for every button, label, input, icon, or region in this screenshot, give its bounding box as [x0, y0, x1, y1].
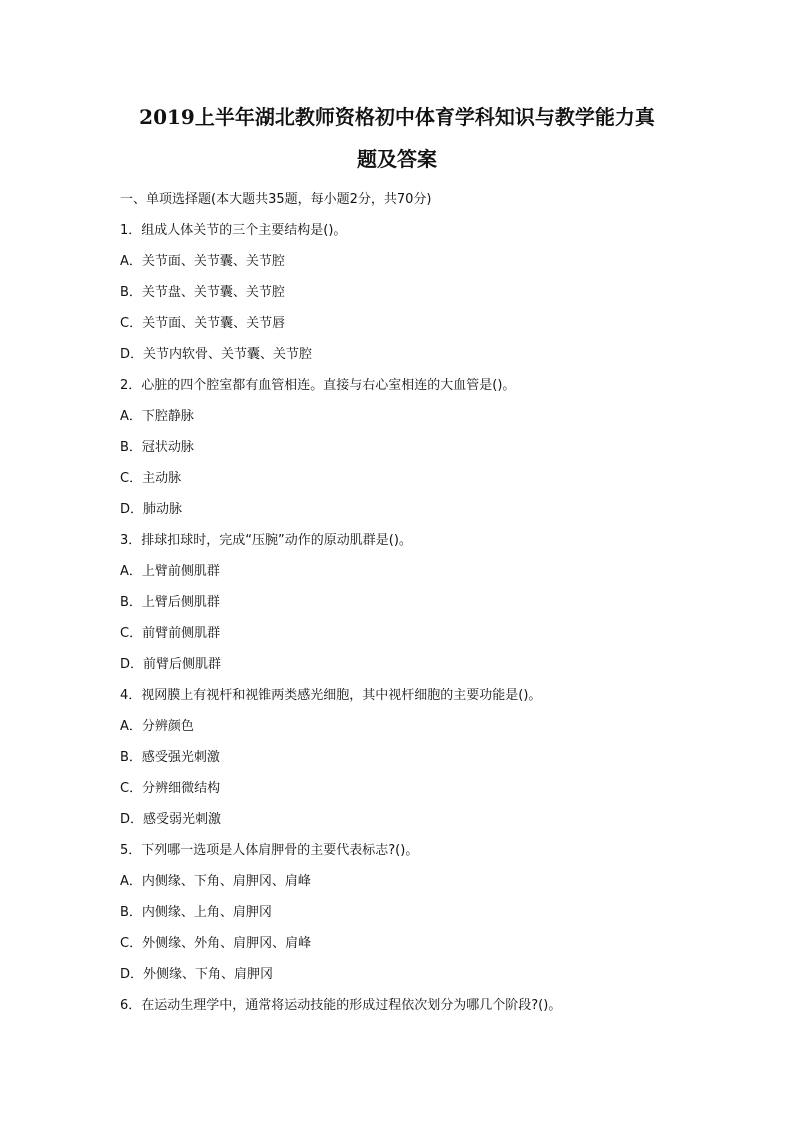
document-title-line-1: 2019上半年湖北教师资格初中体育学科知识与教学能力真	[139, 105, 655, 129]
question-5: 5．下列哪一选项是人体肩胛骨的主要代表标志?()。	[120, 843, 419, 858]
document-body	[120, 184, 720, 1021]
option-line: D．感受弱光刺激	[120, 812, 222, 827]
option-line: A．内侧缘、下角、肩胛冈、肩峰	[120, 874, 311, 889]
document-title-line-2: 题及答案	[357, 147, 437, 171]
option-line: D．前臂后侧肌群	[120, 657, 222, 672]
option-line: B．冠状动脉	[120, 440, 194, 455]
question-1: 1．组成人体关节的三个主要结构是()。	[120, 223, 347, 238]
question-2: 2．心脏的四个腔室都有血管相连。直接与右心室相连的大血管是()。	[120, 378, 516, 393]
option-line: B．感受强光刺激	[120, 750, 220, 765]
option-line: D．外侧缘、下角、肩胛冈	[120, 967, 274, 982]
section-heading: 一、单项选择题(本大题共35题，每小题2分，共70分)	[120, 192, 432, 207]
option-line: B．上臂后侧肌群	[120, 595, 220, 610]
option-line: D．肺动脉	[120, 502, 183, 517]
option-line: A．下腔静脉	[120, 409, 194, 424]
option-line: C．外侧缘、外角、肩胛冈、肩峰	[120, 936, 312, 951]
option-line: B．内侧缘、上角、肩胛冈	[120, 905, 272, 920]
option-line: C．关节面、关节囊、关节唇	[120, 316, 286, 331]
option-line: A．关节面、关节囊、关节腔	[120, 254, 285, 269]
question-6: 6．在运动生理学中，通常将运动技能的形成过程依次划分为哪几个阶段?()。	[120, 998, 562, 1013]
option-line: C．分辨细微结构	[120, 781, 221, 796]
option-line: A．上臂前侧肌群	[120, 564, 220, 579]
question-4: 4．视网膜上有视杆和视锥两类感光细胞，其中视杆细胞的主要功能是()。	[120, 688, 542, 703]
option-line: C．主动脉	[120, 471, 182, 486]
option-line: B．关节盘、关节囊、关节腔	[120, 285, 285, 300]
option-line: D．关节内软骨、关节囊、关节腔	[120, 347, 313, 362]
question-3: 3．排球扣球时，完成“压腕”动作的原动肌群是()。	[120, 533, 412, 548]
option-line: A．分辨颜色	[120, 719, 194, 734]
option-line: C．前臂前侧肌群	[120, 626, 221, 641]
